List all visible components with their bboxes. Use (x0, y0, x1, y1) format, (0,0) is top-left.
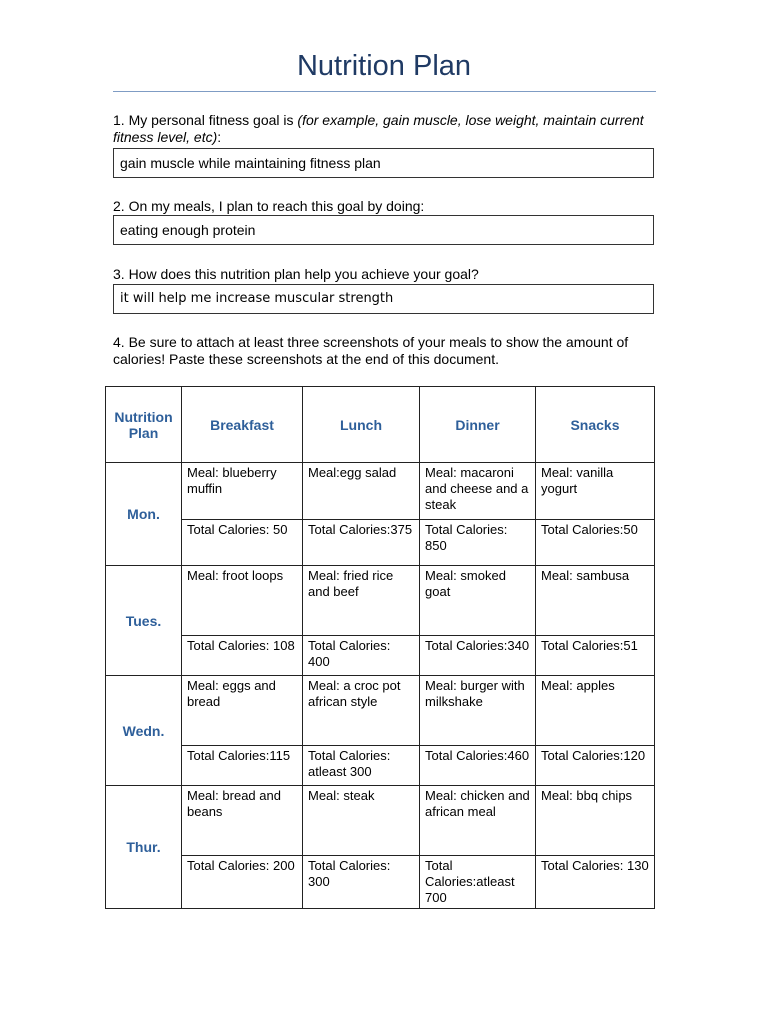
header-nutrition-plan: Nutrition Plan (106, 387, 182, 463)
table-row (106, 566, 655, 636)
question-1-colon: : (217, 129, 222, 145)
calorie-cell: Total Calories: 300 (303, 856, 420, 909)
question-2: 2. On my meals, I plan to reach this goal by doing: (113, 198, 425, 214)
meal-cell: Meal: bread and beans (182, 786, 303, 856)
answer-2-field[interactable]: eating enough protein (113, 215, 654, 245)
day-label: Wedn. (106, 676, 182, 786)
header-breakfast: Breakfast (182, 387, 303, 463)
meal-cell: Meal: steak (303, 786, 420, 856)
calorie-cell: Total Calories:115 (182, 746, 303, 786)
table-row (106, 463, 655, 520)
meal-cell: Meal: eggs and bread (182, 676, 303, 746)
table-row (106, 786, 655, 856)
calorie-cell: Total Calories:120 (536, 746, 655, 786)
meal-cell: Meal: smoked goat (420, 566, 536, 636)
day-label: Thur. (106, 786, 182, 909)
calorie-cell: Total Calories:460 (420, 746, 536, 786)
table-row (106, 746, 655, 786)
meal-cell: Meal: bbq chips (536, 786, 655, 856)
meal-cell: Meal: burger with milkshake (420, 676, 536, 746)
meal-cell: Meal: macaroni and cheese and a steak (420, 463, 536, 520)
calorie-cell: Total Calories: 50 (182, 520, 303, 566)
calorie-cell: Total Calories: atleast 300 (303, 746, 420, 786)
meal-cell: Meal: a croc pot african style (303, 676, 420, 746)
page-title: Nutrition Plan (296, 50, 472, 82)
calorie-cell: Total Calories: 200 (182, 856, 303, 909)
meal-cell: Meal:egg salad (303, 463, 420, 520)
meal-cell: Meal: blueberry muffin (182, 463, 303, 520)
calorie-cell: Total Calories:375 (303, 520, 420, 566)
header-dinner: Dinner (420, 387, 536, 463)
calorie-cell: Total Calories:51 (536, 636, 655, 676)
table-header-row (106, 387, 655, 463)
meal-cell: Meal: sambusa (536, 566, 655, 636)
question-3: 3. How does this nutrition plan help you achieve your goal? (113, 266, 479, 282)
question-1-example: (for example, gain muscle, lose weight, maintain current fitness level, etc) (113, 112, 644, 145)
table-row (106, 636, 655, 676)
nutrition-plan-table (105, 386, 655, 909)
calorie-cell: Total Calories:340 (420, 636, 536, 676)
question-4: 4. Be sure to attach at least three screenshots of your meals to show the amount of calories! Paste these screenshots at the end of this document. (113, 334, 629, 367)
answer-1-field[interactable]: gain muscle while maintaining fitness plan (113, 148, 654, 178)
answer-3-field[interactable]: it will help me increase muscular strength (113, 284, 654, 314)
calorie-cell: Total Calories: 130 (536, 856, 655, 909)
calorie-cell: Total Calories:atleast 700 (420, 856, 536, 909)
calorie-cell: Total Calories:50 (536, 520, 655, 566)
question-1-text: 1. My personal fitness goal is (113, 112, 298, 128)
calorie-cell: Total Calories: 400 (303, 636, 420, 676)
meal-cell: Meal: chicken and african meal (420, 786, 536, 856)
header-snacks: Snacks (536, 387, 655, 463)
meal-cell: Meal: fried rice and beef (303, 566, 420, 636)
calorie-cell: Total Calories: 850 (420, 520, 536, 566)
table-row (106, 856, 655, 909)
calorie-cell: Total Calories: 108 (182, 636, 303, 676)
question-1 (113, 112, 658, 146)
day-label: Mon. (106, 463, 182, 566)
day-label: Tues. (106, 566, 182, 676)
meal-cell: Meal: vanilla yogurt (536, 463, 655, 520)
title-underline (113, 91, 656, 92)
table-row (106, 676, 655, 746)
meal-cell: Meal: froot loops (182, 566, 303, 636)
table-row (106, 520, 655, 566)
meal-cell: Meal: apples (536, 676, 655, 746)
header-lunch: Lunch (303, 387, 420, 463)
